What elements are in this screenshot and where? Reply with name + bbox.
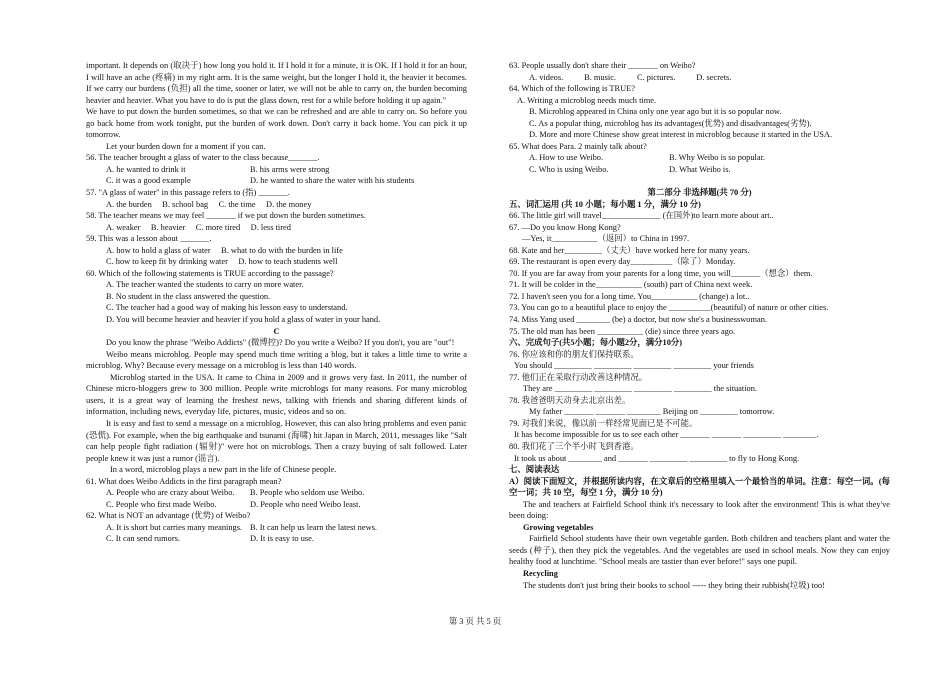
q65-option-b[interactable]: B. Why Weibo is so popular. (669, 153, 766, 163)
vocab-item: 74. Miss Yang used ________ (be) a doctor, but now she's a businesswoman. (509, 314, 767, 324)
section-7-instructions: A）阅读下面短文，并根据所读内容，在文章后的空格里填入一个最恰当的单词。注意：每空一词。(每空一词；共 10 空，每空 1 分，满分 10 分) (509, 476, 890, 498)
passage-c-paragraph: Do you know the phrase "Weibo Addicts" (微博控)? Do you write a Weibo? If you don't, you are "out"! (106, 338, 455, 348)
sentence-prompt: 76. 你应该和你的朋友们保持联系。 (509, 349, 639, 359)
question-64: 64. Which of the following is TRUE? (509, 84, 635, 94)
passage-c-paragraph: In a word, microblog plays a new part in the life of Chinese people. (110, 465, 337, 475)
question-60: 60. Which of the following statements is TRUE according to the passage? (86, 268, 334, 278)
question-62: 62. What is NOT an advantage (优势) of Weibo? (86, 511, 251, 521)
q65-option-d[interactable]: D. What Weibo is. (669, 164, 731, 174)
q61-option-a[interactable]: A. People who are crazy about Weibo. (106, 488, 235, 498)
question-62-options-row (86, 533, 467, 545)
passage-a-subheading: Growing vegetables (523, 522, 594, 532)
q61-option-b[interactable]: B. People who seldom use Weibo. (250, 488, 365, 498)
vocab-item: 68. Kate and her_________（丈夫）have worked here for many years. (509, 245, 750, 255)
q65-option-c[interactable]: C. Who is using Weibo. (529, 164, 609, 174)
passage-b-paragraph: important. It depends on (取决于) how long you hold it. If I hold it for a minute, it is OK. If I hold it for an hour, I will have an ache (疼痛) in my right arm. It is the same weight, but the longer I hold it, the heavier it becomes. If we carry our burdens (负担) all the time, sooner or later, we will not be able to carry on, the burden becoming heavier and heavier. What you have to do is put the glass down, rest for a while before holding it up again." (86, 61, 467, 105)
question-62-options-row (86, 522, 467, 534)
question-65-options-row (509, 164, 890, 176)
section-c-heading: C (273, 326, 280, 336)
sentence-blank[interactable]: It took us about ________ and _______ _________ _________ to fly to Hong Kong. (514, 453, 800, 463)
vocab-item: 71. It will be colder in the___________ (south) part of China next week. (509, 280, 753, 290)
passage-a-subheading: Recycling (523, 569, 558, 579)
vocab-item: 66. The little girl will travel______________ (在国外)to learn more about art.. (509, 211, 774, 221)
passage-b-paragraph: We have to put down the burden sometimes, so that we can be refreshed and are able to carry on. So before you go back home from work tonight, put the burden of work down. Don't carry it back home. You can pick it up tomorrow. (86, 107, 467, 140)
sentence-blank[interactable]: It has become impossible for us to see each other _______ _______ _________ ________. (514, 430, 819, 440)
q64-option-a[interactable]: A. Writing a microblog needs much time. (517, 95, 657, 105)
right-column (509, 60, 890, 591)
q62-option-a[interactable]: A. It is short but carries many meanings. (106, 522, 243, 532)
q62-option-b[interactable]: B. It can help us learn the latest news. (250, 522, 377, 532)
q62-option-c[interactable]: C. It can send rumors. (106, 534, 180, 544)
sentence-prompt: 77. 他们正在采取行动改善这种情况。 (509, 372, 648, 382)
sentence-blank[interactable]: My father _______ _______ ________ Beijing on _________ tomorrow. (529, 407, 775, 417)
question-57: 57. "A glass of water" in this passage refers to (指) _______. (86, 188, 290, 198)
q58-options[interactable]: A. weaker B. heavier C. more tired D. less tired (106, 222, 291, 232)
spacer (509, 175, 890, 187)
q65-option-a[interactable]: A. How to use Weibo. (529, 153, 604, 163)
question-56: 56. The teacher brought a glass of water to the class because_______. (86, 153, 320, 163)
question-65: 65. What does Para. 2 mainly talk about? (509, 141, 647, 151)
part-2-title: 第二部分 非选择题(共 70 分) (647, 187, 752, 197)
q62-option-d[interactable]: D. It is easy to use. (250, 534, 314, 544)
page-number: 第 3 页 共 5 页 (448, 617, 502, 626)
q56-option-a[interactable]: A. he wanted to drink it (106, 164, 186, 174)
q61-option-c[interactable]: C. People who first made Weibo. (106, 499, 217, 509)
vocab-item: —Yes, it___________（返回）to China in 1997. (522, 234, 690, 244)
q64-option-c[interactable]: C. As a popular thing, microblog has its advantages(优势) and disadvantages(劣势). (529, 118, 812, 128)
question-61-options-row (86, 487, 467, 499)
section-7-title: 七、阅读表达 (509, 465, 560, 475)
q56-option-c[interactable]: C. it was a good example (106, 176, 191, 186)
section-5-title: 五、词汇运用 (共 10 小题；每小题 1 分，满分 10 分) (509, 199, 701, 209)
passage-c-paragraph: Weibo means microblog. People may spend much time writing a blog, but it takes a little time to write a microblog. Why? Because every message on a microblog is less than 140 words. (86, 349, 467, 371)
sentence-blank[interactable]: You should _________ _________ _________ _________ your friends (514, 361, 754, 371)
section-6-title: 六、完成句子(共5小题；每小题2分，满分10分) (509, 338, 683, 348)
sentence-prompt: 78. 我爸爸明天动身去北京出差。 (509, 395, 631, 405)
passage-b-paragraph: Let your burden down for a moment if you can. (106, 141, 266, 151)
vocab-item: 75. The old man has been ___________ (die) since three years ago. (509, 326, 736, 336)
vocab-item: 70. If you are far away from your parents for a long time, you will_______（想念）them. (509, 268, 813, 278)
vocab-item: 73. You can go to a beautiful place to enjoy the __________(beautiful) of nature or other cities. (509, 303, 829, 313)
q60-option-b[interactable]: B. No student in the class answered the question. (106, 291, 271, 301)
question-61: 61. What does Weibo Addicts in the first paragraph mean? (86, 476, 282, 486)
sentence-prompt: 80. 我们花了三个半小时飞到香港。 (509, 442, 639, 451)
q60-option-c[interactable]: C. The teacher had a good way of making his lesson easy to understand. (106, 303, 348, 313)
question-65-options-row (509, 152, 890, 164)
passage-c-paragraph: It is easy and fast to send a message on a microblog. However, this can also bring problems and even panic (恐慌). For example, when the big earthquake and tsunami (海啸) hit Japan in March, 2011, messages like "Salt can help people fight radiation (辐射)" were hot on microblogs. Then a crazy buying of salt followed. Later people knew it was just a rumor (谣言). (86, 418, 467, 463)
q63-options[interactable]: A. videos. B. music. C. pictures. D. secrets. (529, 72, 732, 82)
passage-c-paragraph: Microblog started in the USA. It came to China in 2009 and it grows very fast. In 2011, the number of Chinese micro-bloggers grew to 300 million. People write microblogs for many reasons. For many microblog users, it is a great way of learning the freshest news, talking with friends and sharing different kinds of information, including news, everyday life, pictures, music, videos and so on. (86, 372, 467, 417)
q56-option-d[interactable]: D. he wanted to share the water with his students (250, 176, 415, 186)
q64-option-b[interactable]: B. Microblog appeared in China only one year ago but it is so popular now. (529, 107, 782, 117)
question-59: 59. This was a lesson about _______. (86, 234, 212, 244)
question-56-options-row (86, 164, 467, 176)
q56-option-b[interactable]: B. his arms were strong (250, 164, 330, 174)
q64-option-d[interactable]: D. More and more Chinese show great interest in microblog because it started in the USA. (529, 130, 833, 140)
q60-option-d[interactable]: D. You will become heavier and heavier if you hold a glass of water in your hand. (106, 315, 381, 325)
passage-a-paragraph: Fairfield School students have their own vegetable garden. Both children and teachers plant and water the seeds (种子), then they pick the vegetables. And the vegetables are used in school meals. Now they can enjoy healthy food at lunchtime. "School meals are tastier than ever before!" says one pupil. (509, 534, 890, 567)
question-63: 63. People usually don't share their _______ on Weibo? (509, 61, 696, 70)
sentence-blank[interactable]: They are _________ _________ _________ _________ the situation. (523, 384, 758, 394)
q59-options-cd[interactable]: C. how to keep fit by drinking water D. how to teach students well (106, 257, 338, 267)
q59-options-ab[interactable]: A. how to hold a glass of water B. what to do with the burden in life (106, 245, 343, 255)
q57-options[interactable]: A. the burden B. school bag C. the time D. the money (106, 199, 312, 209)
vocab-item: 67. —Do you know Hong Kong? (509, 222, 621, 232)
q61-option-d[interactable]: D. People who need Weibo least. (250, 499, 361, 509)
vocab-item: 69. The restaurant is open every day__________（除了）Monday. (509, 257, 736, 267)
question-56-options-row (86, 175, 467, 187)
vocab-item: 72. I haven't seen you for a long time. You___________ (change) a lot.. (509, 291, 750, 301)
question-58: 58. The teacher means we may feel _______ if we put down the burden sometimes. (86, 211, 366, 221)
question-61-options-row (86, 499, 467, 511)
left-column (86, 60, 467, 545)
sentence-prompt: 79. 对我们来说，像以前一样经常见面已是不可能。 (509, 418, 698, 428)
passage-a-paragraph: The students don't just bring their books to school ----- they bring their rubbish(垃圾) too! (523, 580, 826, 590)
q60-option-a[interactable]: A. The teacher wanted the students to carry on more water. (106, 280, 304, 290)
passage-a-paragraph: The and teachers at Fairfield School think it's necessary to look after the environment! This is what they've been doing: (509, 499, 890, 521)
